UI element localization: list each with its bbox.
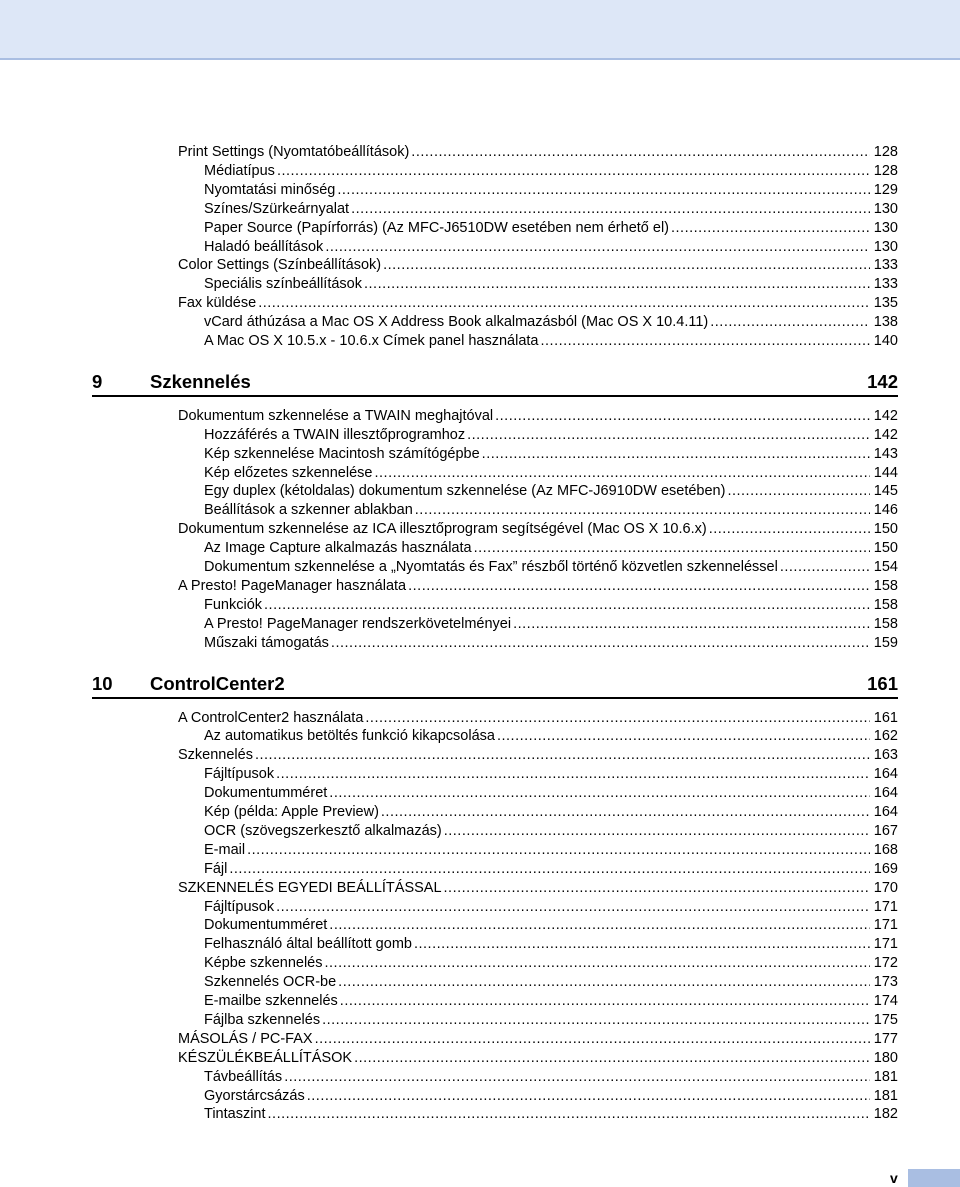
toc-entry-title: Egy duplex (kétoldalas) dokumentum szkennelése (Az MFC-J6910DW esetében) [204, 483, 726, 499]
dot-leader [338, 973, 870, 992]
dot-leader [325, 238, 869, 257]
toc-entry-page: 177 [873, 1031, 898, 1047]
toc-entry-title: Print Settings (Nyomtatóbeállítások) [178, 144, 410, 160]
chapter-title: Szkennelés [150, 370, 251, 392]
toc-entry[interactable] [204, 539, 898, 558]
dot-leader [264, 596, 870, 615]
toc-entry-page: 171 [873, 917, 898, 933]
dot-leader [444, 822, 870, 841]
toc-entry-page: 128 [873, 163, 898, 179]
chapter-number: 10 [92, 672, 113, 694]
toc-entry-page: 168 [873, 842, 898, 858]
toc-entry-page: 150 [873, 521, 898, 537]
toc-entry-title: Beállítások a szkenner ablakban [204, 502, 413, 518]
dot-leader [474, 539, 870, 558]
chapter-page: 161 [867, 672, 898, 694]
toc-entry-page: 169 [873, 861, 898, 877]
toc-entry-title: Color Settings (Színbeállítások) [178, 257, 382, 273]
toc-entry-title: Műszaki támogatás [204, 635, 329, 651]
toc-entry[interactable] [204, 992, 898, 1011]
toc-entry-title: Felhasználó által beállított gomb [204, 936, 412, 952]
dot-leader [255, 746, 870, 765]
toc-entry-page: 143 [873, 446, 898, 462]
toc-entry-title: Dokumentum szkennelése a „Nyomtatás és Fax” részből történő közvetlen szkenneléssel [204, 559, 778, 575]
toc-entry-page: 158 [873, 578, 898, 594]
toc-entry[interactable] [178, 879, 898, 898]
toc-entry-title: E-mailbe szkennelés [204, 993, 338, 1009]
toc-entry-title: Dokumentum szkennelése az ICA illesztőprogram segítségével (Mac OS X 10.6.x) [178, 521, 707, 537]
dot-leader [513, 615, 870, 634]
toc-entry-title: Hozzáférés a TWAIN illesztőprogramhoz [204, 427, 466, 443]
toc-entry[interactable] [178, 1049, 898, 1068]
toc-entry-title: Kép szkennelése Macintosh számítógépbe [204, 446, 480, 462]
chapter-heading[interactable] [92, 369, 898, 397]
dot-leader [331, 634, 870, 653]
toc-entry-title: Gyorstárcsázás [204, 1088, 305, 1104]
dot-leader [540, 332, 869, 351]
dot-leader [276, 765, 870, 784]
dot-leader [495, 407, 870, 426]
toc-entry[interactable] [204, 898, 898, 917]
toc-entry-title: A Presto! PageManager rendszerkövetelményei [204, 616, 512, 632]
toc-entry-page: 181 [873, 1069, 898, 1085]
toc-entry-page: 146 [873, 502, 898, 518]
toc-entry-page: 129 [873, 182, 898, 198]
toc-entry-title: Távbeállítás [204, 1069, 283, 1085]
toc-entry-title: KÉSZÜLÉKBEÁLLÍTÁSOK [178, 1050, 353, 1066]
toc-entry-title: Fájlba szkennelés [204, 1012, 321, 1028]
dot-leader [329, 784, 870, 803]
toc-entry-title: Nyomtatási minőség [204, 182, 336, 198]
toc-entry[interactable] [204, 803, 898, 822]
toc-entry[interactable] [204, 1011, 898, 1030]
toc-entry-title: Paper Source (Papírforrás) (Az MFC-J6510DW esetében nem érhető el) [204, 220, 669, 236]
dot-leader [497, 727, 870, 746]
toc-entry[interactable] [204, 219, 898, 238]
toc-entry[interactable] [204, 1105, 898, 1124]
toc-entry-page: 170 [873, 880, 898, 896]
toc-entry-page: 138 [873, 314, 898, 330]
toc-entry-page: 133 [873, 276, 898, 292]
toc-entry-page: 164 [873, 785, 898, 801]
toc-entry-page: 130 [873, 220, 898, 236]
toc-entry[interactable] [204, 784, 898, 803]
toc-entry-title: Fájl [204, 861, 228, 877]
dot-leader [383, 256, 870, 275]
toc-entry-page: 163 [873, 747, 898, 763]
dot-leader [277, 162, 870, 181]
dot-leader [710, 313, 870, 332]
toc-entry-page: 174 [873, 993, 898, 1009]
toc-entry[interactable] [204, 596, 898, 615]
toc-entry-title: SZKENNELÉS EGYEDI BEÁLLÍTÁSSAL [178, 880, 442, 896]
dot-leader [444, 879, 870, 898]
toc-entry-title: vCard áthúzása a Mac OS X Address Book alkalmazásból (Mac OS X 10.4.11) [204, 314, 709, 330]
toc-entry-title: Fájltípusok [204, 766, 275, 782]
toc-entry[interactable] [178, 294, 898, 313]
dot-leader [671, 219, 870, 238]
toc-entry[interactable] [204, 162, 898, 181]
dot-leader [307, 1087, 870, 1106]
dot-leader [408, 577, 870, 596]
toc-entry-page: 173 [873, 974, 898, 990]
toc-entry[interactable] [204, 426, 898, 445]
toc-entry-page: 172 [873, 955, 898, 971]
toc-entry-page: 171 [873, 936, 898, 952]
dot-leader [709, 520, 870, 539]
page-tab-marker [908, 1169, 960, 1187]
toc-entry-page: 164 [873, 804, 898, 820]
toc-entry[interactable] [178, 1030, 898, 1049]
dot-leader [727, 482, 869, 501]
toc-entry-page: 158 [873, 597, 898, 613]
toc-entry-page: 130 [873, 201, 898, 217]
toc-entry-title: Funkciók [204, 597, 263, 613]
toc-entry[interactable] [178, 143, 898, 162]
toc-entry[interactable] [204, 1068, 898, 1087]
toc-entry-title: A Presto! PageManager használata [178, 578, 407, 594]
dot-leader [322, 1011, 870, 1030]
toc-entry-page: 161 [873, 710, 898, 726]
toc-entry-page: 128 [873, 144, 898, 160]
dot-leader [415, 501, 870, 520]
toc-entry-title: MÁSOLÁS / PC-FAX [178, 1031, 313, 1047]
dot-leader [340, 992, 870, 1011]
chapter-number: 9 [92, 370, 103, 392]
toc-entry-page: 144 [873, 465, 898, 481]
toc-entry-page: 171 [873, 899, 898, 915]
toc-entry[interactable] [178, 407, 898, 426]
toc-entry[interactable] [204, 822, 898, 841]
toc-entry-title: Az automatikus betöltés funkció kikapcsolása [204, 728, 495, 744]
toc-entry[interactable] [204, 727, 898, 746]
toc-entry-page: 142 [873, 408, 898, 424]
toc-entry-page: 145 [873, 483, 898, 499]
toc-entry-page: 154 [873, 559, 898, 575]
toc-entry-page: 142 [873, 427, 898, 443]
dot-leader [247, 841, 870, 860]
toc-entry[interactable] [204, 765, 898, 784]
dot-leader [381, 803, 870, 822]
toc-entry[interactable] [178, 746, 898, 765]
toc-entry-title: OCR (szövegszerkesztő alkalmazás) [204, 823, 442, 839]
toc-entry[interactable] [204, 973, 898, 992]
toc-entry[interactable] [204, 558, 898, 577]
toc-entry[interactable] [204, 332, 898, 351]
toc-entry[interactable] [178, 577, 898, 596]
page-number: v [890, 1170, 898, 1186]
dot-leader [482, 445, 870, 464]
toc-entry-title: E-mail [204, 842, 246, 858]
toc-entry-page: 164 [873, 766, 898, 782]
dot-leader [364, 275, 870, 294]
toc-entry[interactable] [204, 1087, 898, 1106]
toc-entry-title: Dokumentum szkennelése a TWAIN meghajtóval [178, 408, 494, 424]
toc-entry[interactable] [204, 841, 898, 860]
dot-leader [229, 860, 869, 879]
toc-entry-page: 158 [873, 616, 898, 632]
toc-entry[interactable] [204, 501, 898, 520]
toc-entry-title: Szkennelés [178, 747, 253, 763]
toc-entry-title: Képbe szkennelés [204, 955, 323, 971]
chapter-title: ControlCenter2 [150, 672, 285, 694]
toc-entry[interactable] [204, 935, 898, 954]
toc-entry[interactable] [204, 615, 898, 634]
dot-leader [276, 898, 870, 917]
dot-leader [411, 143, 870, 162]
toc-entry-page: 167 [873, 823, 898, 839]
toc-entry[interactable] [204, 181, 898, 200]
toc-entry-page: 182 [873, 1106, 898, 1122]
dot-leader [268, 1105, 870, 1124]
dot-leader [258, 294, 870, 313]
toc-entry-page: 133 [873, 257, 898, 273]
toc-entry[interactable] [204, 445, 898, 464]
chapter-heading[interactable] [92, 671, 898, 699]
toc-entry[interactable] [204, 916, 898, 935]
toc-entry-title: A Mac OS X 10.5.x - 10.6.x Címek panel használata [204, 333, 539, 349]
dot-leader [374, 464, 869, 483]
toc-entry-page: 130 [873, 239, 898, 255]
toc-entry-page: 150 [873, 540, 898, 556]
toc-entry[interactable] [204, 482, 898, 501]
toc-entry-page: 175 [873, 1012, 898, 1028]
toc-entry[interactable] [204, 860, 898, 879]
toc-entry[interactable] [204, 275, 898, 294]
toc-entry-title: Haladó beállítások [204, 239, 324, 255]
toc-entry-title: Dokumentumméret [204, 785, 328, 801]
toc-entry[interactable] [204, 634, 898, 653]
toc-entry-title: A ControlCenter2 használata [178, 710, 364, 726]
toc-entry-title: Szkennelés OCR-be [204, 974, 337, 990]
toc-entry[interactable] [178, 520, 898, 539]
dot-leader [337, 181, 869, 200]
dot-leader [365, 709, 869, 728]
dot-leader [354, 1049, 870, 1068]
toc-entry[interactable] [204, 238, 898, 257]
dot-leader [414, 935, 870, 954]
dot-leader [284, 1068, 870, 1087]
toc-entry-title: Színes/Szürkeárnyalat [204, 201, 350, 217]
toc-entry-page: 180 [873, 1050, 898, 1066]
dot-leader [780, 558, 870, 577]
toc-entry-title: Tintaszint [204, 1106, 266, 1122]
toc-entry-page: 159 [873, 635, 898, 651]
dot-leader [329, 916, 870, 935]
toc-entry[interactable] [204, 200, 898, 219]
toc-entry-page: 181 [873, 1088, 898, 1104]
toc-entry-title: Az Image Capture alkalmazás használata [204, 540, 472, 556]
toc-entry-page: 162 [873, 728, 898, 744]
toc-entry-title: Fax küldése [178, 295, 257, 311]
dot-leader [467, 426, 870, 445]
chapter-page: 142 [867, 370, 898, 392]
toc-entry-page: 135 [873, 295, 898, 311]
toc-entry-title: Kép (példa: Apple Preview) [204, 804, 379, 820]
toc-entry[interactable] [204, 464, 898, 483]
dot-leader [351, 200, 870, 219]
toc-entry[interactable] [204, 313, 898, 332]
toc-entry-title: Médiatípus [204, 163, 275, 179]
toc-entry-title: Speciális színbeállítások [204, 276, 362, 292]
toc-entry[interactable] [204, 954, 898, 973]
dot-leader [325, 954, 870, 973]
toc-entry-page: 140 [873, 333, 898, 349]
toc-entry[interactable] [178, 709, 898, 728]
toc-entry-title: Kép előzetes szkennelése [204, 465, 373, 481]
toc-entry[interactable] [178, 256, 898, 275]
toc-entry-title: Fájltípusok [204, 899, 275, 915]
dot-leader [315, 1030, 870, 1049]
toc-entry-title: Dokumentumméret [204, 917, 328, 933]
